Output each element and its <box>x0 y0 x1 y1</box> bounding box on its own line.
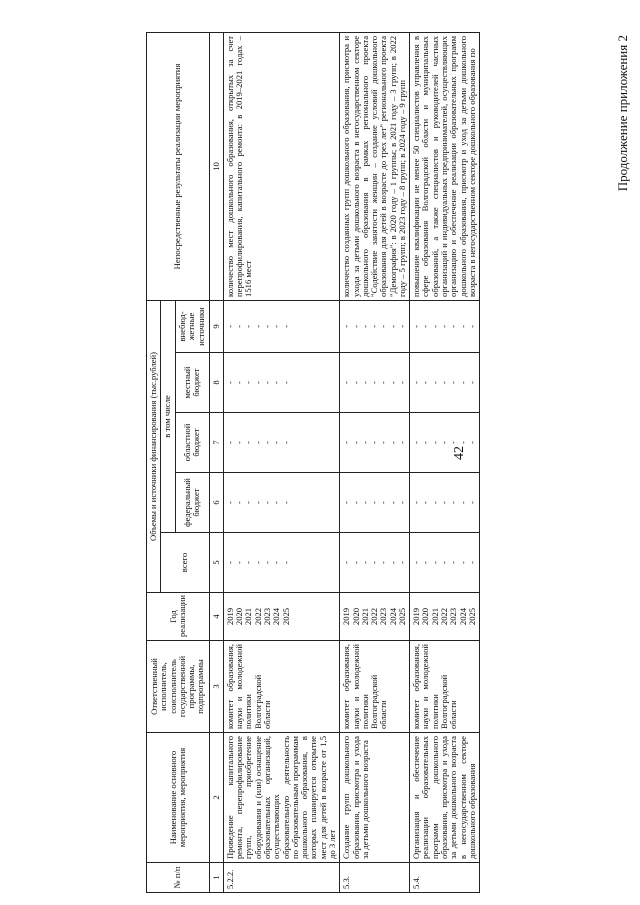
cell-value: - <box>341 501 352 504</box>
cell-value: - <box>439 381 450 384</box>
cell-value: - <box>369 325 380 328</box>
cell-value: 2023 <box>378 607 389 626</box>
cell-value: - <box>369 441 380 444</box>
cell-value: - <box>252 561 263 564</box>
cell-value: - <box>457 561 468 564</box>
federal-budget-cell <box>223 473 339 533</box>
table-row <box>223 32 339 892</box>
cell-value: - <box>359 441 370 444</box>
header-executor: Ответственный исполнитель, соисполнитель государственной программы, подпрограммы <box>147 641 210 733</box>
cell-value: 2020 <box>420 607 431 626</box>
cell-value: 2024 <box>271 607 282 626</box>
cell-value: - <box>457 441 468 444</box>
cell-value: - <box>378 381 389 384</box>
column-number: 6 <box>209 473 223 533</box>
header-extra: внебюд-жетные источники <box>175 300 209 352</box>
cell-value: - <box>448 381 459 384</box>
total-cell <box>223 533 339 593</box>
years-cell <box>340 593 410 641</box>
cell-value: - <box>280 325 291 328</box>
cell-value: - <box>359 561 370 564</box>
column-number: 1 <box>209 863 223 893</box>
measure-name: Проведение капитального ремонта, перепрофилирование групп, приобретение оборудования и (или) оснащение образовательных организаций, осуществляющих образовательную деятельность по образовательным программам дошкольного образования, в которых планируется открытие мест для детей в возрасте от 1,5 до 3 лет <box>223 733 339 863</box>
cell-value: - <box>261 325 272 328</box>
cell-value: 2022 <box>369 607 380 626</box>
header-number: № п/п <box>147 863 210 893</box>
header-regional: областной бюджет <box>175 413 209 473</box>
years-cell <box>410 593 480 641</box>
page-number: 42 <box>452 446 467 460</box>
cell-value: - <box>280 561 291 564</box>
cell-value: - <box>411 381 422 384</box>
cell-value: - <box>466 441 477 444</box>
row-number: 5.3. <box>340 863 410 893</box>
cell-value: - <box>411 441 422 444</box>
regional-budget-cell <box>340 413 410 473</box>
cell-value: - <box>243 441 254 444</box>
cell-value: 2022 <box>252 607 263 626</box>
cell-value: - <box>457 381 468 384</box>
cell-value: - <box>369 561 380 564</box>
cell-value: - <box>234 325 245 328</box>
column-numbers-row <box>209 32 223 892</box>
cell-value: 2019 <box>411 607 422 626</box>
extrabudget-cell <box>223 300 339 352</box>
cell-value: - <box>378 325 389 328</box>
cell-value: - <box>369 501 380 504</box>
executor: комитет образования, науки и молодежной политики Волгоградской области <box>410 641 480 733</box>
cell-value: - <box>224 561 235 564</box>
cell-value: - <box>359 381 370 384</box>
cell-value: - <box>261 381 272 384</box>
cell-value: - <box>252 325 263 328</box>
cell-value: 2022 <box>439 607 450 626</box>
cell-value: - <box>439 441 450 444</box>
column-number: 3 <box>209 641 223 733</box>
cell-value: - <box>359 501 370 504</box>
cell-value: 2020 <box>234 607 245 626</box>
cell-value: - <box>243 325 254 328</box>
cell-value: - <box>387 441 398 444</box>
cell-value: - <box>448 561 459 564</box>
cell-value: - <box>234 381 245 384</box>
federal-budget-cell <box>410 473 480 533</box>
cell-value: - <box>224 441 235 444</box>
cell-value: 2025 <box>280 607 291 626</box>
cell-value: - <box>234 501 245 504</box>
cell-value: - <box>271 501 282 504</box>
header-year: Год реализации <box>147 593 210 641</box>
cell-value: - <box>280 441 291 444</box>
cell-value: - <box>341 325 352 328</box>
cell-value: - <box>378 561 389 564</box>
cell-value: 2023 <box>261 607 272 626</box>
cell-value: - <box>448 441 459 444</box>
cell-value: - <box>420 501 431 504</box>
cell-value: - <box>429 501 440 504</box>
cell-value: - <box>271 325 282 328</box>
cell-value: 2025 <box>396 607 407 626</box>
cell-value: - <box>466 501 477 504</box>
cell-value: - <box>429 441 440 444</box>
cell-value: - <box>387 501 398 504</box>
column-number: 5 <box>209 533 223 593</box>
result-text: количество созданных групп дошкольного образования, присмотра и ухода за детьми дошкольного возраста в негосударственном секторе дошкольного образования в рамках регионального проекта "Содействие занятости женщин – создание условий дошкольного образования для детей в возрасте до трех лет" регионального проекта "Демография": в 2020 году – 1 группы; в 2021 году – 3 групп; в 2022 году – 5 групп; в 2023 году – 8 групп; в 2024 году – 9 групп <box>340 32 410 300</box>
cell-value: - <box>359 325 370 328</box>
cell-value: - <box>350 381 361 384</box>
federal-budget-cell <box>340 473 410 533</box>
executor: комитет образования, науки и молодежной политики Волгоградской области <box>340 641 410 733</box>
cell-value: 2025 <box>466 607 477 626</box>
header-results: Непосредственные результаты реализации мероприятия <box>147 32 210 300</box>
local-budget-cell <box>340 353 410 413</box>
cell-value: - <box>396 501 407 504</box>
cell-value: - <box>341 561 352 564</box>
cell-value: - <box>252 501 263 504</box>
cell-value: - <box>280 381 291 384</box>
cell-value: - <box>420 441 431 444</box>
cell-value: - <box>341 441 352 444</box>
cell-value: - <box>224 381 235 384</box>
cell-value: 2019 <box>224 607 235 626</box>
column-number: 4 <box>209 593 223 641</box>
cell-value: - <box>350 325 361 328</box>
cell-value: - <box>396 381 407 384</box>
extrabudget-cell <box>410 300 480 352</box>
cell-value: - <box>420 381 431 384</box>
cell-value: - <box>396 441 407 444</box>
row-number: 5.2.2. <box>223 863 339 893</box>
cell-value: - <box>252 441 263 444</box>
local-budget-cell <box>223 353 339 413</box>
regional-budget-cell <box>410 413 480 473</box>
cell-value: - <box>369 381 380 384</box>
result-text: количество мест дошкольного образования, открытых за счет перепрофилирования, капитального ремонта: в 2019–2021 годах – 1516 мест <box>223 32 339 300</box>
cell-value: - <box>466 325 477 328</box>
cell-value: - <box>378 501 389 504</box>
cell-value: 2024 <box>387 607 398 626</box>
cell-value: - <box>466 381 477 384</box>
cell-value: - <box>350 561 361 564</box>
cell-value: - <box>411 325 422 328</box>
cell-value: - <box>448 501 459 504</box>
cell-value: - <box>271 561 282 564</box>
cell-value: - <box>387 325 398 328</box>
cell-value: - <box>457 325 468 328</box>
cell-value: - <box>350 501 361 504</box>
column-number: 9 <box>209 300 223 352</box>
appendix-caption: Продолжение приложения 2 <box>615 35 630 192</box>
header-total: всего <box>161 533 209 593</box>
cell-value: - <box>429 381 440 384</box>
cell-value: 2021 <box>243 607 254 626</box>
cell-value: 2019 <box>341 607 352 626</box>
cell-value: - <box>387 381 398 384</box>
cell-value: - <box>271 441 282 444</box>
column-number: 10 <box>209 32 223 300</box>
cell-value: - <box>243 501 254 504</box>
cell-value: - <box>411 501 422 504</box>
cell-value: - <box>271 381 282 384</box>
cell-value: - <box>224 325 235 328</box>
cell-value: - <box>234 441 245 444</box>
years-cell <box>223 593 339 641</box>
cell-value: - <box>439 561 450 564</box>
cell-value: - <box>396 325 407 328</box>
measure-name: Создание групп дошкольного образования, присмотра и ухода за детьми дошкольного возраста <box>340 733 410 863</box>
cell-value: - <box>439 501 450 504</box>
regional-budget-cell <box>223 413 339 473</box>
cell-value: - <box>387 561 398 564</box>
cell-value: - <box>234 561 245 564</box>
measure-name: Организация и обеспечение реализации образовательных программ дошкольного образования, присмотра и ухода за детьми дошкольного возраста в негосударственном секторе дошкольного образования <box>410 733 480 863</box>
cell-value: 2023 <box>448 607 459 626</box>
cell-value: 2020 <box>350 607 361 626</box>
cell-value: - <box>261 441 272 444</box>
cell-value: - <box>420 561 431 564</box>
cell-value: - <box>429 325 440 328</box>
local-budget-cell <box>410 353 480 413</box>
column-number: 2 <box>209 733 223 863</box>
cell-value: 2024 <box>457 607 468 626</box>
cell-value: - <box>243 381 254 384</box>
cell-value: 2021 <box>359 607 370 626</box>
total-cell <box>340 533 410 593</box>
cell-value: - <box>439 325 450 328</box>
cell-value: - <box>457 501 468 504</box>
row-number: 5.4. <box>410 863 480 893</box>
executor: комитет образования, науки и молодежной политики Волгоградской области <box>223 641 339 733</box>
cell-value: - <box>252 381 263 384</box>
cell-value: - <box>420 325 431 328</box>
cell-value: - <box>280 501 291 504</box>
result-text: повышение квалификации не менее 50 специалистов управления в сфере образования Волгоградской области и муниципальных образований, а также специалистов и руководителей частных организаций и индивидуальных предпринимателей, осуществляющих организацию и обеспечение реализации образовательных программ дошкольного образования, присмотр и уход за детьми дошкольного возраста в негосударственном секторе дошкольного образования по <box>410 32 480 300</box>
cell-value: - <box>341 381 352 384</box>
header-local: местный бюджет <box>175 353 209 413</box>
cell-value: - <box>429 561 440 564</box>
funding-table <box>146 32 480 893</box>
table-row <box>340 32 410 892</box>
header-name: Наименование основного мероприятия, мероприятия <box>147 733 210 863</box>
cell-value: - <box>224 501 235 504</box>
cell-value: - <box>448 325 459 328</box>
header-including: в том числе <box>161 300 175 532</box>
cell-value: - <box>261 501 272 504</box>
cell-value: - <box>350 441 361 444</box>
header-federal: федеральный бюджет <box>175 473 209 533</box>
cell-value: 2021 <box>429 607 440 626</box>
cell-value: - <box>261 561 272 564</box>
column-number: 8 <box>209 353 223 413</box>
extrabudget-cell <box>340 300 410 352</box>
cell-value: - <box>378 441 389 444</box>
cell-value: - <box>466 561 477 564</box>
total-cell <box>410 533 480 593</box>
cell-value: - <box>396 561 407 564</box>
column-number: 7 <box>209 413 223 473</box>
table-row <box>410 32 480 892</box>
cell-value: - <box>411 561 422 564</box>
cell-value: - <box>243 561 254 564</box>
header-funding: Объемы и источники финансирования (тыс.рублей) <box>147 300 161 592</box>
